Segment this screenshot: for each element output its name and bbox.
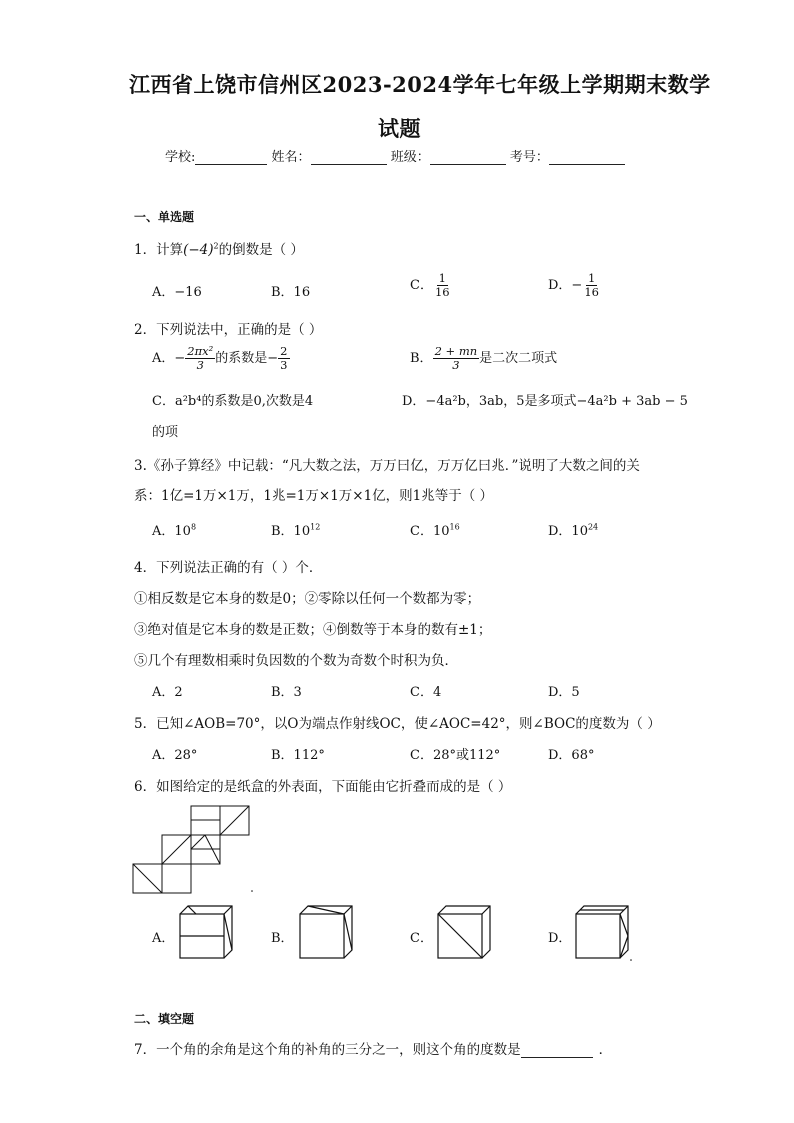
question-6: 6．如图给定的是纸盒的外表面，下面能由它折叠而成的是（ ）: [134, 779, 512, 795]
q2-b-tail: 是二次二项式: [479, 351, 558, 366]
q5-option-c[interactable]: C．28°或112°: [410, 748, 501, 763]
q5-option-d[interactable]: D．68°: [548, 748, 595, 763]
q1-option-c[interactable]: [410, 272, 452, 299]
q6-option-b[interactable]: B．: [271, 931, 294, 946]
school-label: 学校:: [165, 150, 196, 165]
q2-a-den: 3: [196, 358, 204, 372]
section-heading-fill-in: 二、填空题: [134, 1012, 195, 1026]
q1-option-d[interactable]: [548, 272, 601, 299]
q1-d-num: 1: [587, 271, 596, 285]
q3-b-exp: 12: [310, 522, 321, 532]
q3-c-exp: 16: [449, 522, 460, 532]
q1-c-num: 1: [438, 271, 446, 285]
school-blank[interactable]: [195, 150, 267, 165]
name-label: 姓名：: [271, 150, 311, 165]
q2-a-mid: 的系数是−: [215, 351, 279, 366]
q2-option-a[interactable]: [152, 345, 290, 372]
q6-option-a[interactable]: A．: [152, 931, 175, 946]
q4-statement-1: ①相反数是它本身的数是0；②零除以任何一个数都为零；: [134, 591, 481, 607]
class-blank[interactable]: [430, 150, 506, 165]
doc-title-line1: 江西省上饶市信州区2023-2024学年七年级上学期期末数学: [129, 72, 711, 97]
exam-no-label: 考号：: [509, 150, 549, 165]
q5-option-b[interactable]: B．112°: [271, 748, 325, 763]
q1-d-den: 16: [584, 285, 599, 299]
question-3-line2: 系：1亿=1万×1万，1兆=1万×1万×1亿，则1兆等于（ ）: [134, 488, 494, 504]
q2-a-num: 2πx²: [187, 344, 214, 358]
section-heading-single-choice: 一、单选题: [134, 210, 195, 224]
q2-b-num: 2 + mn: [434, 344, 478, 358]
q3-option-c[interactable]: [410, 520, 460, 539]
q3-c-label: C．10: [410, 524, 450, 539]
q6-cube-a[interactable]: [178, 906, 238, 961]
q3-option-d[interactable]: [548, 520, 598, 539]
q7-answer-blank[interactable]: [521, 1043, 593, 1058]
name-blank[interactable]: [311, 150, 387, 165]
q1-c-label: C．: [410, 278, 433, 293]
q1-option-b[interactable]: B．16: [271, 285, 311, 300]
q4-statement-2: ③绝对值是它本身的数是正数；④倒数等于本身的数有±1；: [134, 622, 492, 638]
class-label: 班级：: [390, 150, 430, 165]
question-5: 5．已知∠AOB=70°，以O为端点作射线OC，使∠AOC=42°，则∠BOC的度数为（ ）: [134, 716, 661, 732]
question-4: 4．下列说法正确的有（ ）个．: [134, 560, 323, 576]
info-line: [165, 146, 625, 165]
q4-option-d[interactable]: D．5: [548, 685, 580, 700]
q1-d-label: D．−: [548, 278, 583, 293]
q4-statement-3: ⑤几个有理数相乘时负因数的个数为奇数个时积为负．: [134, 653, 458, 669]
q4-option-b[interactable]: B．3: [271, 685, 302, 700]
q2-a-den2: 3: [280, 358, 288, 372]
q2-b-den: 3: [452, 358, 460, 372]
q7-stem: 7．一个角的余角是这个角的补角的三分之一，则这个角的度数是: [134, 1042, 521, 1058]
question-3-line1: 3.《孙子算经》中记载：“凡大数之法，万万曰亿，万万亿曰兆．”说明了大数之间的关: [134, 458, 640, 474]
q6-option-d[interactable]: D．: [548, 931, 572, 946]
q2-a-label: A．−: [152, 351, 186, 366]
q3-a-exp: 8: [190, 522, 197, 532]
q2-a-num2: 2: [280, 344, 288, 358]
q3-b-label: B．10: [271, 524, 311, 539]
exam-no-blank[interactable]: [549, 150, 625, 165]
question-2: 2．下列说法中，正确的是（ ）: [134, 322, 323, 338]
q2-option-d-continued: 的项: [152, 425, 179, 440]
q2-option-d[interactable]: D．−4a²b，3ab，5是多项式−4a²b + 3ab − 5: [402, 394, 688, 409]
q5-option-a[interactable]: A．28°: [152, 748, 198, 763]
q1-option-a[interactable]: A．−16: [152, 285, 202, 300]
q6-cube-b[interactable]: [298, 906, 358, 961]
q2-option-b[interactable]: [410, 345, 557, 372]
q1-prefix: 1．计算: [134, 242, 184, 258]
q6-cube-c[interactable]: [436, 906, 496, 961]
q2-option-c[interactable]: C．a²b⁴的系数是0,次数是4: [152, 394, 314, 409]
q3-option-b[interactable]: [271, 520, 320, 539]
q6-cube-d[interactable]: [574, 906, 636, 964]
q1-suffix: 的倒数是（ ）: [218, 242, 304, 258]
q3-option-a[interactable]: [152, 520, 196, 539]
q7-tail: ．: [598, 1042, 613, 1058]
q1-exp: 2: [213, 241, 219, 251]
q3-d-exp: 24: [587, 522, 599, 532]
q3-d-label: D．10: [548, 524, 588, 539]
question-7: [134, 1038, 612, 1058]
q1-c-den: 16: [434, 285, 450, 299]
cube-net-figure: [133, 804, 263, 899]
doc-title-line2: 试题: [378, 116, 421, 141]
q4-option-a[interactable]: A．2: [152, 685, 183, 700]
q3-a-label: A．10: [152, 524, 191, 539]
q4-option-c[interactable]: C．4: [410, 685, 442, 700]
q6-option-c[interactable]: C．: [410, 931, 433, 946]
q2-b-label: B．: [410, 351, 433, 366]
question-1: [134, 238, 304, 258]
q1-expr: (−4): [183, 242, 214, 258]
